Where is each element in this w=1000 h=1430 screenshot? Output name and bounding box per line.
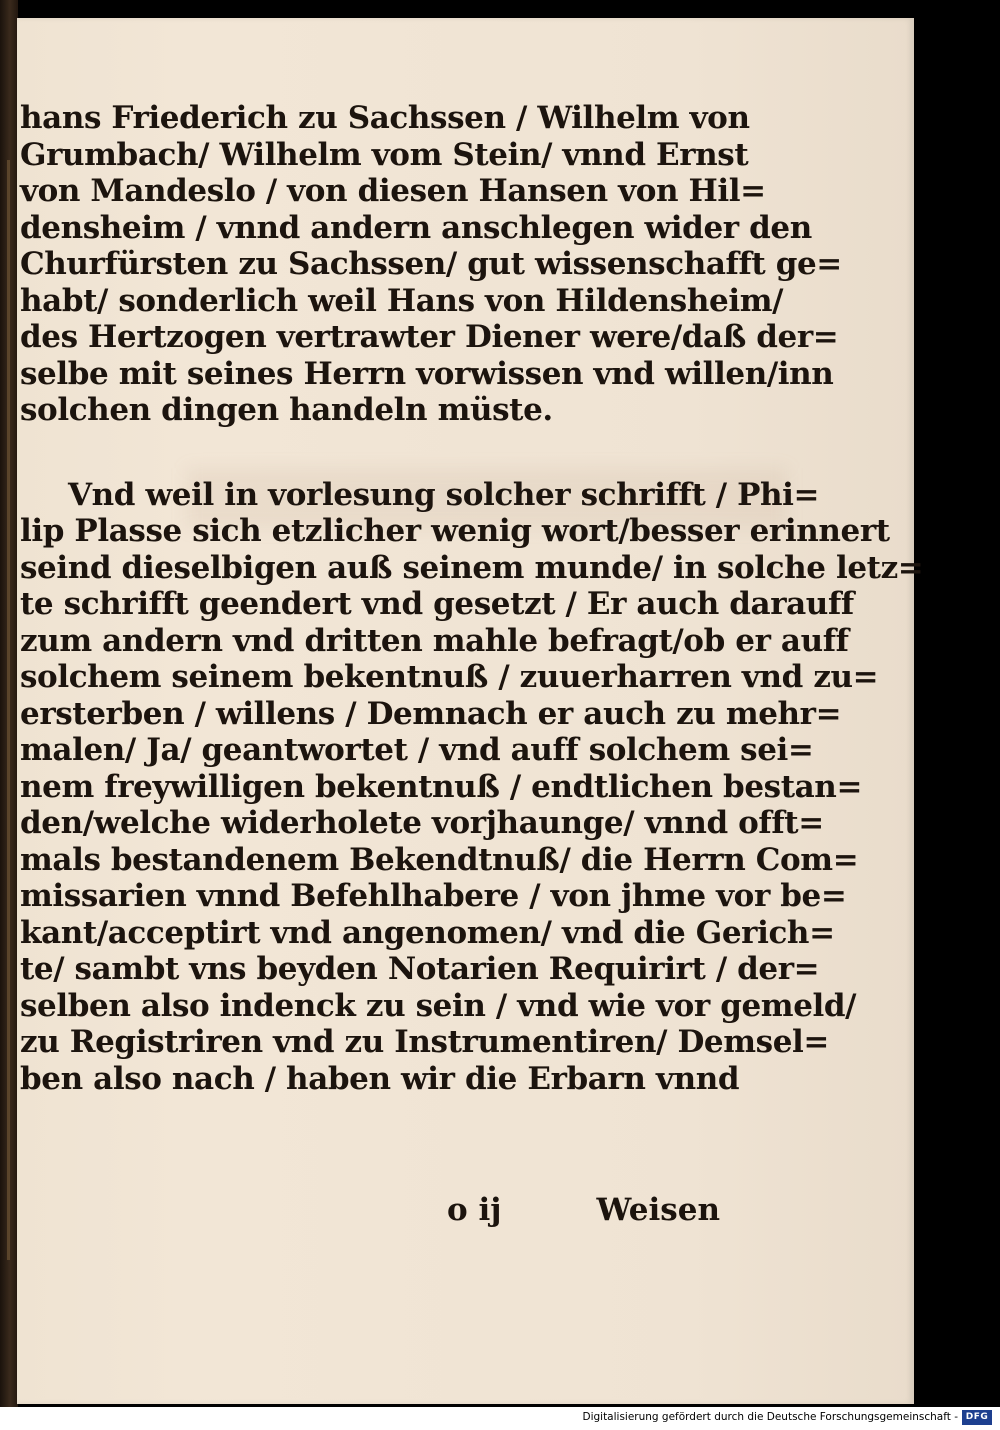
- text-line: lip Plasse sich etzlicher wenig wort/besser erinnert: [20, 513, 890, 549]
- paragraph-gap: [20, 429, 720, 477]
- text-line: den/welche widerholete vorjhaunge/ vnnd offt=: [20, 805, 824, 841]
- text-line: te schrifft geendert vnd gesetzt / Er auch darauff: [20, 586, 854, 622]
- text-line: mals bestandenem Bekendtnuß/ die Herrn Com=: [20, 841, 859, 878]
- text-line: zu Registriren vnd zu Instrumentiren/ Demsel=: [20, 1024, 829, 1060]
- text-line: selben also indenck zu sein / vnd wie vor gemeld/: [20, 987, 857, 1024]
- funding-notice: Digitalisierung gefördert durch die Deutsche Forschungsgemeinschaft -: [582, 1411, 958, 1423]
- text-line: ersterben / willens / Demnach er auch zu mehr=: [20, 695, 842, 732]
- text-line: ben also nach / haben wir die Erbarn vnnd: [20, 1060, 740, 1097]
- spine-stripe: [7, 160, 10, 1260]
- text-line: hans Friederich zu Sachssen / Wilhelm von: [20, 100, 750, 136]
- text-line: Grumbach/ Wilhelm vom Stein/ vnnd Ernst: [20, 136, 749, 173]
- page-text: [20, 100, 924, 1097]
- text-line: te/ sambt vns beyden Notarien Requirirt / der=: [20, 951, 820, 987]
- text-line: zum andern vnd dritten mahle befragt/ob er auff: [20, 622, 849, 659]
- page-footer-marks: [20, 1190, 720, 1230]
- text-line: missarien vnnd Befehlhabere / von jhme vor be=: [20, 878, 847, 914]
- funding-bar: [0, 1407, 1000, 1430]
- text-line: habt/ sonderlich weil Hans von Hildensheim/: [20, 282, 784, 319]
- text-line: malen/ Ja/ geantwortet / vnd auff solchem sei=: [20, 732, 814, 768]
- text-line: Churfürsten zu Sachssen/ gut wissenschafft ge=: [20, 246, 842, 282]
- dfg-logo: DFG: [962, 1410, 992, 1425]
- text-line: solchen dingen handeln müste.: [20, 392, 553, 428]
- paragraph-2: [20, 476, 924, 1098]
- text-line: solchem seinem bekentnuß / zuuerharren vnd zu=: [20, 659, 879, 695]
- text-line: des Hertzogen vertrawter Diener were/daß der=: [20, 319, 839, 355]
- text-line: kant/acceptirt vnd angenomen/ vnd die Gerich=: [20, 914, 835, 951]
- paragraph-1: [20, 100, 842, 429]
- text-line: nem freywilligen bekentnuß / endtlichen bestan=: [20, 768, 863, 805]
- signature-mark: o ij: [447, 1192, 502, 1228]
- text-line: selbe mit seines Herrn vorwissen vnd willen/inn: [20, 355, 834, 392]
- text-line: densheim / vnnd andern anschlegen wider den: [20, 209, 812, 246]
- book-spine-edge: [0, 0, 18, 1407]
- book-page: [17, 18, 924, 1404]
- text-line: seind dieselbigen auß seinem munde/ in solche letz=: [20, 549, 924, 586]
- catchword: Weisen: [596, 1192, 720, 1228]
- text-line: von Mandeslo / von diesen Hansen von Hil=: [20, 173, 766, 209]
- text-line: Vnd weil in vorlesung solcher schrifft / Phi=: [68, 476, 820, 513]
